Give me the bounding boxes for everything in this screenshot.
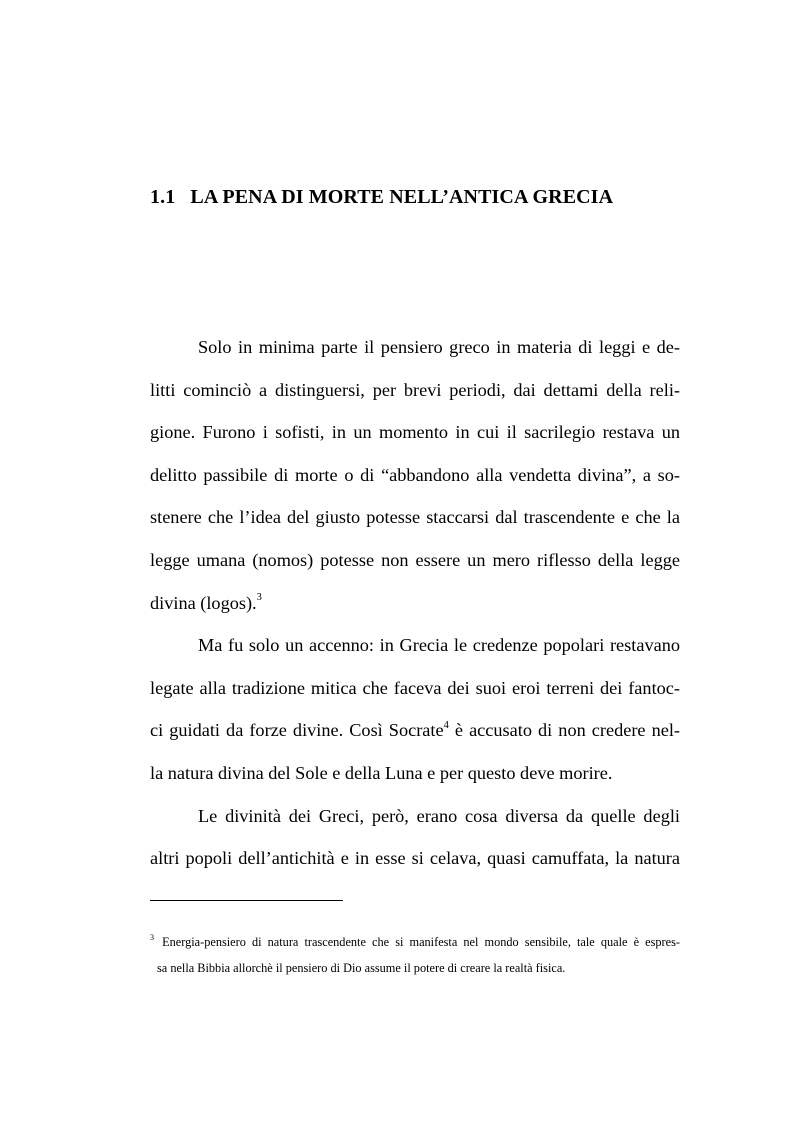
footnote-line-1 (150, 929, 680, 955)
paragraph-1-line-6: legge umana (nomos) potesse non essere un mero riflesso della legge (150, 549, 680, 570)
footnote-number: 3 (150, 932, 154, 942)
footnote-ref-3[interactable]: 3 (256, 592, 262, 604)
paragraph-1-line-2: litti cominciò a distinguersi, per brevi periodi, dai dettami della reli- (150, 379, 680, 400)
paragraph-1-line-3: gione. Furono i sofisti, in un momento in cui il sacrilegio restava un (150, 422, 680, 443)
body-text (150, 326, 680, 880)
footnote-line-1-text: Energia-pensiero di natura trascendente che si manifesta nel mondo sensibile, tale quale è espres- (162, 935, 680, 949)
paragraph-1-line-7-text: divina (logos). (150, 592, 257, 613)
footnote-divider (150, 900, 343, 901)
paragraph-2-line-3 (150, 709, 680, 752)
section-title: LA PENA DI MORTE NELL’ANTICA GRECIA (190, 186, 614, 208)
footnote-3 (150, 929, 680, 981)
paragraph-2-line-3-after: è accusato di non credere nel- (448, 720, 680, 741)
paragraph-2-line-2: legate alla tradizione mitica che faceva dei suoi eroi terreni dei fantoc- (150, 677, 680, 698)
footnote-line-2: sa nella Bibbia allorchè il pensiero di Dio assume il potere di creare la realtà fisica. (157, 961, 566, 975)
footnote-ref-4[interactable]: 4 (443, 720, 449, 732)
paragraph-2-line-1: Ma fu solo un accenno: in Grecia le credenze popolari restavano (198, 635, 680, 656)
paragraph-1-line-4: delitto passibile di morte o di “abbandono alla vendetta divina”, a so- (150, 464, 680, 485)
paragraph-2-line-3-before: ci guidati da forze divine. Così Socrate (150, 720, 444, 741)
paragraph-1-line-1: Solo in minima parte il pensiero greco in materia di leggi e de- (198, 337, 680, 357)
paragraph-3-line-1: Le divinità dei Greci, però, erano cosa diversa da quelle degli (198, 805, 680, 826)
paragraph-1-line-5: stenere che l’idea del giusto potesse staccarsi dal trascendente e che la (150, 507, 680, 528)
section-heading (150, 186, 613, 209)
paragraph-1-line-7 (150, 582, 680, 625)
section-number: 1.1 (150, 186, 176, 208)
paragraph-2-line-4: la natura divina del Sole e della Luna e per questo deve morire. (150, 762, 613, 783)
paragraph-3-line-2: altri popoli dell’antichità e in esse si celava, quasi camuffata, la natura (150, 848, 680, 869)
